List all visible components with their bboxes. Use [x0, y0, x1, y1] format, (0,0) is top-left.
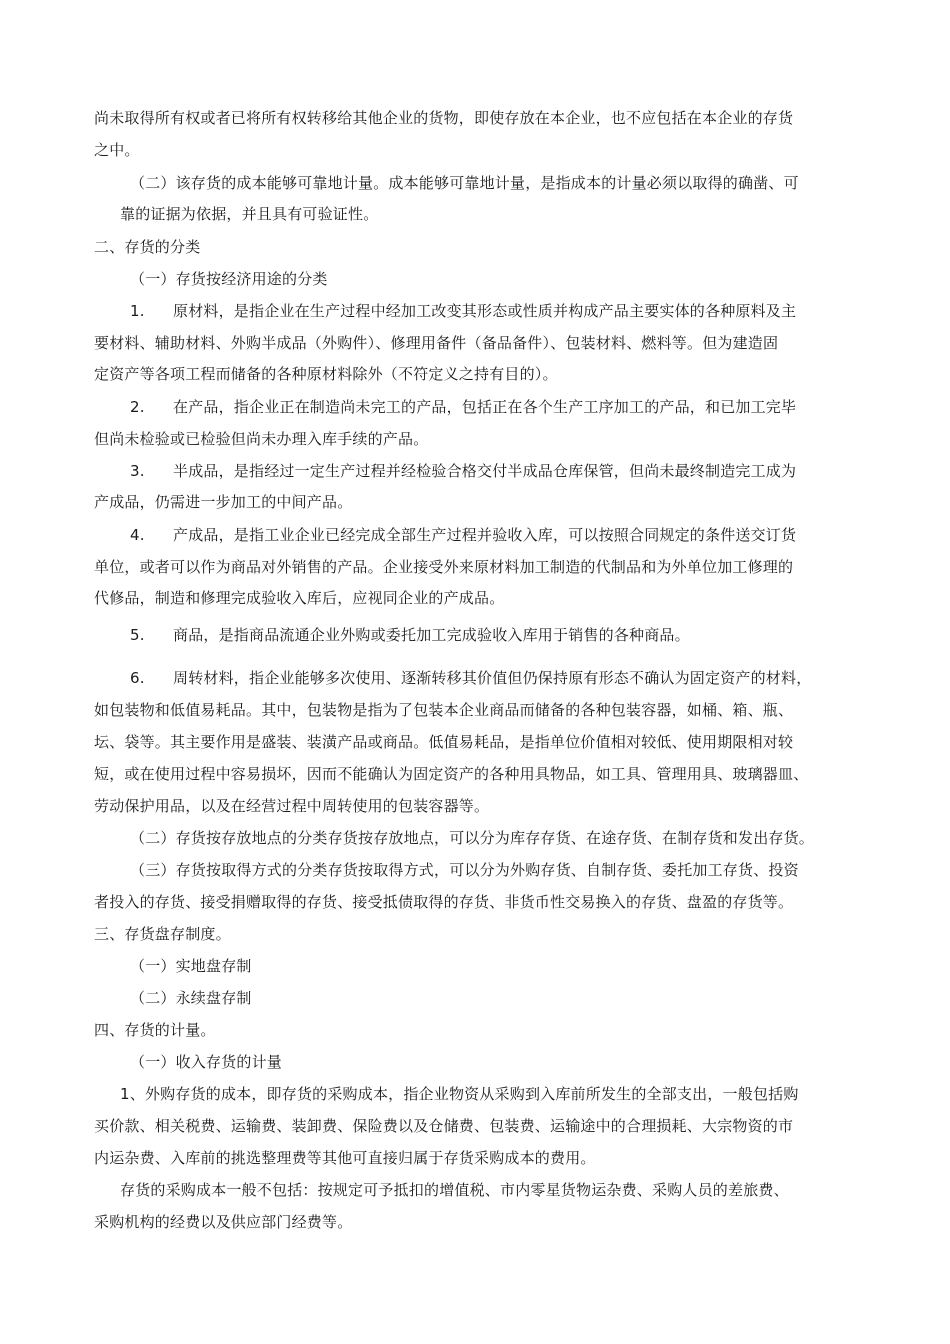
paragraph-line: 1、外购存货的成本，即存货的采购成本，指企业物资从采购到入库前所发生的全部支出，一般包括购: [120, 1085, 799, 1103]
section-heading: 四、存货的计量。: [94, 1021, 216, 1039]
paragraph-line: 半成品，是指经过一定生产过程并经检验合格交付半成品仓库保管，但尚未最终制造完工成为: [173, 462, 797, 480]
subsection-heading: （一）实地盘存制: [130, 957, 252, 975]
subsection-heading: （一）收入存货的计量: [130, 1053, 283, 1071]
paragraph-line: 如包装物和低值易耗品。其中，包装物是指为了包装本企业商品而储备的各种包装容器，如桶、箱、瓶、: [94, 701, 794, 719]
paragraph-line: （三）存货按取得方式的分类存货按取得方式，可以分为外购存货、自制存货、委托加工存货、投资: [130, 861, 799, 879]
paragraph-line: 原材料，是指企业在生产过程中经加工改变其形态或性质并构成产品主要实体的各种原料及主: [173, 302, 797, 320]
paragraph-line: 坛、袋等。其主要作用是盛装、装潢产品或商品。低值易耗品，是指单位价值相对较低、使用期限相对较: [94, 733, 794, 751]
paragraph-line: 产成品，是指工业企业已经完成全部生产过程并验收入库，可以按照合同规定的条件送交订货: [173, 526, 797, 544]
paragraph-line: 商品，是指商品流通企业外购或委托加工完成验收入库用于销售的各种商品。: [173, 626, 690, 644]
paragraph-line: 但尚未检验或已检验但尚未办理入库手续的产品。: [94, 430, 429, 448]
paragraph-line: 内运杂费、入库前的挑选整理费等其他可直接归属于存货采购成本的费用。: [94, 1149, 596, 1167]
paragraph-line: 买价款、相关税费、运输费、装卸费、保险费以及仓储费、包装费、运输途中的合理损耗、大宗物资的市: [94, 1117, 794, 1135]
paragraph-line: （二）该存货的成本能够可靠地计量。成本能够可靠地计量，是指成本的计量必须以取得的确凿、可: [130, 174, 799, 192]
list-number: 5.: [130, 626, 145, 644]
paragraph-line: 要材料、辅助材料、外购半成品（外购件）、修理用备件（备品备件）、包装材料、燃料等。但为建造固: [94, 334, 779, 352]
paragraph-line: （二）存货按存放地点的分类存货按存放地点，可以分为库存存货、在途存货、在制存货和发出存货。: [130, 829, 815, 847]
paragraph-line: 劳动保护用品，以及在经营过程中周转使用的包装容器等。: [94, 797, 490, 815]
section-heading: 二、存货的分类: [94, 238, 201, 256]
list-number: 2.: [130, 398, 145, 416]
paragraph-line: 靠的证据为依据，并且具有可验证性。: [120, 205, 379, 223]
subsection-heading: （二）永续盘存制: [130, 989, 252, 1007]
paragraph-line: 单位，或者可以作为商品对外销售的产品。企业接受外来原材料加工制造的代制品和为外单位加工修理的: [94, 558, 794, 576]
paragraph-line: 在产品，指企业正在制造尚未完工的产品，包括正在各个生产工序加工的产品，和已加工完毕: [173, 398, 797, 416]
paragraph-line: 者投入的存货、接受捐赠取得的存货、接受抵债取得的存货、非货币性交易换入的存货、盘盈的存货等。: [94, 893, 794, 911]
list-number: 6.: [130, 669, 145, 687]
paragraph-line: 短，或在使用过程中容易损坏，因而不能确认为固定资产的各种用具物品，如工具、管理用具、玻璃器皿、: [94, 765, 809, 783]
paragraph-line: 定资产等各项工程而储备的各种原材料除外（不符定义之持有目的）。: [94, 365, 558, 383]
paragraph-line: 尚未取得所有权或者已将所有权转移给其他企业的货物，即使存放在本企业，也不应包括在本企业的存货: [94, 109, 794, 127]
subsection-heading: （一）存货按经济用途的分类: [130, 270, 328, 288]
list-number: 1.: [130, 302, 145, 320]
paragraph-line: 存货的采购成本一般不包括：按规定可予抵扣的增值税、市内零星货物运杂费、采购人员的差旅费、: [120, 1181, 789, 1199]
section-heading: 三、存货盘存制度。: [94, 925, 231, 943]
paragraph-line: 产成品，仍需进一步加工的中间产品。: [94, 493, 353, 511]
paragraph-line: 之中。: [94, 141, 140, 159]
paragraph-line: 代修品，制造和修理完成验收入库后，应视同企业的产成品。: [94, 589, 505, 607]
paragraph-line: 采购机构的经费以及供应部门经费等。: [94, 1213, 353, 1231]
paragraph-line: 周转材料，指企业能够多次使用、逐渐转移其价值但仍保持原有形态不确认为固定资产的材料，: [173, 669, 812, 687]
list-number: 3.: [130, 462, 145, 480]
list-number: 4.: [130, 526, 145, 544]
